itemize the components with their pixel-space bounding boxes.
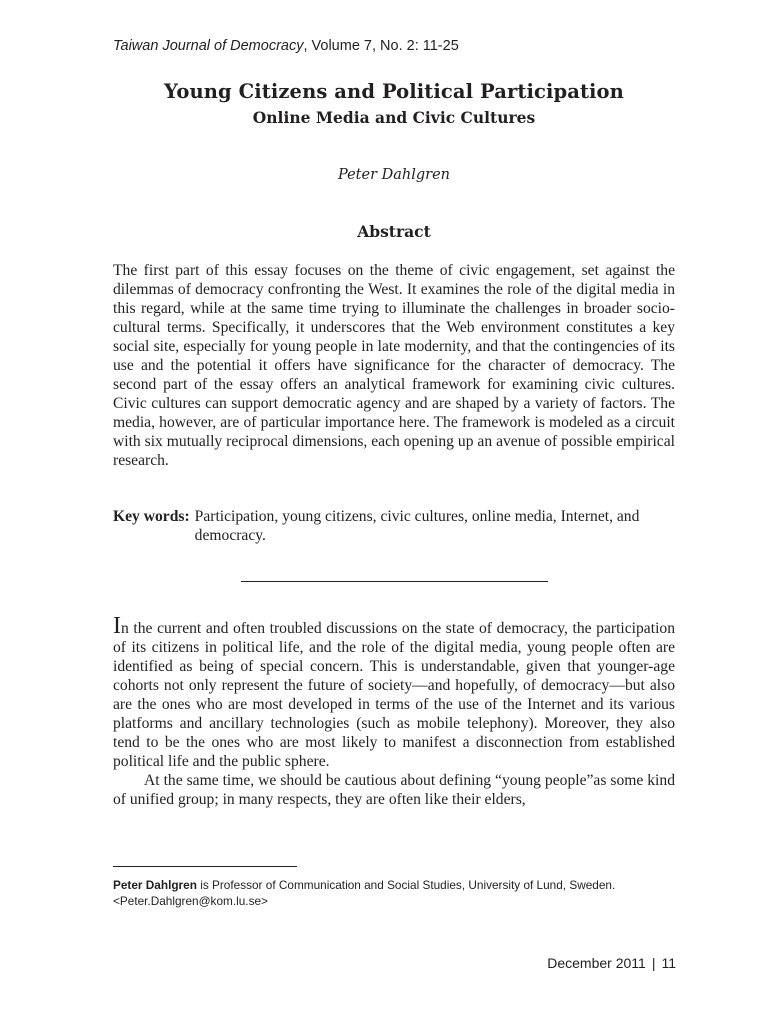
footnote-rule — [113, 866, 297, 867]
journal-header — [113, 38, 459, 54]
folio-date: December 2011 — [547, 955, 646, 971]
body-paragraph — [113, 771, 675, 809]
footnote-author-name: Peter Dahlgren — [113, 878, 197, 892]
page-number: 11 — [661, 955, 676, 971]
footnote-affiliation: is Professor of Communication and Social Studies, University of Lund, Sweden. — [196, 878, 616, 892]
keywords-value: Participation, young citizens, civic cultures, online media, Internet, and democracy. — [194, 508, 640, 544]
article-title: Young Citizens and Political Participation — [164, 80, 624, 103]
author-footnote — [113, 877, 675, 909]
folio-separator: | — [651, 955, 656, 971]
main-body — [113, 613, 675, 809]
article-author: Peter Dahlgren — [337, 167, 450, 183]
paragraph-2-text: At the same time, we should be cautious about defining “young people”as some kind of unified group; in many respects, they are often like their elders, — [113, 772, 675, 808]
paragraph-1-text: n the current and often troubled discussions on the state of democracy, the participation of its citizens in political life, and the role of the digital media, young people often are identified as being of special concern. This is understandable, given that younger-age cohorts not only represent the future of society—and hopefully, of democracy—but also are the ones who are most developed in terms of the use of the Internet and its various platforms and ancillary technologies (such as mobile telephony). Moreover, they also tend to be the ones who are most likely to manifest a disconnection from established political life and the public sphere. — [113, 620, 675, 770]
keywords-label: Key words: — [113, 508, 190, 525]
body-paragraph — [113, 613, 675, 771]
section-separator — [241, 581, 548, 582]
journal-issue: , Volume 7, No. 2: 11-25 — [303, 38, 459, 54]
drop-cap: I — [113, 613, 121, 639]
abstract-heading: Abstract — [357, 222, 431, 241]
keywords — [113, 507, 675, 545]
article-subtitle: Online Media and Civic Cultures — [252, 108, 536, 127]
page-folio — [547, 955, 676, 971]
journal-name: Taiwan Journal of Democracy — [113, 38, 304, 54]
footnote-email: <Peter.Dahlgren@kom.lu.se> — [113, 894, 268, 908]
abstract-text: The first part of this essay focuses on the theme of civic engagement, set against the dilemmas of democracy confronting the West. It examines the role of the digital media in this regard, while at the same time trying to illuminate the challenges in broader socio-cultural terms. Specifically, it underscores that the Web environment constitutes a key social site, especially for young people in late modernity, and that the contingencies of its use and the potential it offers have significance for the character of democracy. The second part of the essay offers an analytical framework for examining civic cultures. Civic cultures can support democratic agency and are shaped by a variety of factors. The media, however, are of particular importance here. The framework is modeled as a circuit with six mutually reciprocal dimensions, each opening up an avenue of possible empirical research. — [113, 262, 675, 469]
